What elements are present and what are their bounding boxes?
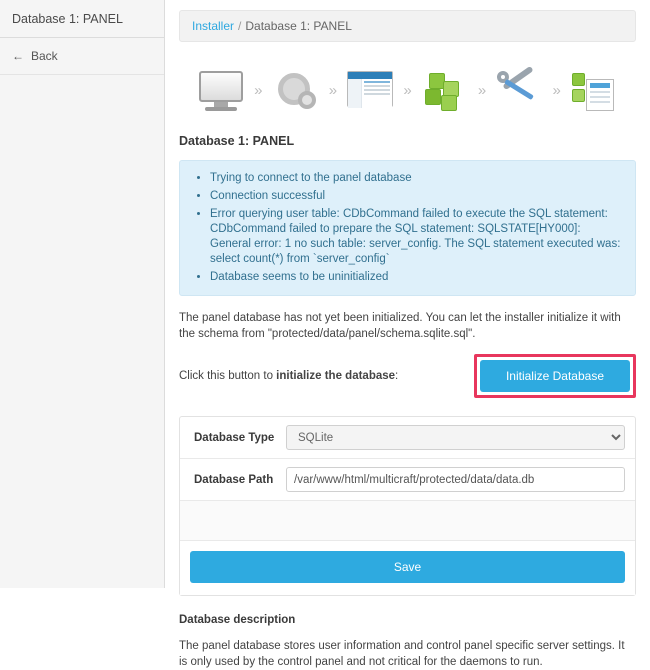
database-settings-form bbox=[179, 416, 636, 596]
chevron-right-icon: » bbox=[552, 81, 561, 99]
status-message-list bbox=[190, 171, 623, 285]
initialize-button-highlight bbox=[474, 354, 636, 398]
intro-paragraph: The panel database has not yet been initialized. You can let the installer initialize it with the schema from "protected/data/panel/schema.sqlite.sql". bbox=[179, 312, 621, 340]
database-type-field bbox=[286, 425, 625, 450]
chevron-right-icon: » bbox=[403, 81, 412, 99]
form-row-database-path bbox=[180, 459, 635, 501]
initialize-database-button[interactable]: Initialize Database bbox=[480, 360, 630, 392]
database-description-title: Database description bbox=[179, 614, 296, 626]
chevron-right-icon: » bbox=[477, 81, 487, 99]
form-row-spacer bbox=[180, 501, 635, 541]
sidebar-back-label: Back bbox=[31, 49, 58, 63]
chevron-right-icon: » bbox=[254, 81, 263, 99]
database-path-label: Database Path bbox=[194, 473, 274, 486]
status-message-box bbox=[179, 160, 636, 296]
breadcrumb-separator: / bbox=[238, 19, 242, 33]
sidebar bbox=[0, 0, 165, 588]
content-area bbox=[165, 0, 650, 670]
form-row-save bbox=[180, 541, 635, 595]
database-type-label: Database Type bbox=[194, 431, 275, 444]
gear-icon bbox=[272, 63, 320, 117]
breadcrumb-link-installer[interactable]: Installer bbox=[192, 19, 235, 33]
page-title: Database 1: PANEL bbox=[179, 134, 295, 148]
database-path-input[interactable] bbox=[286, 467, 625, 492]
installer-steps-graphic bbox=[179, 56, 636, 130]
database-description-text: The panel database stores user information and control panel specific server settings. It is only used by the control panel and not critical for the daemons to run. bbox=[179, 640, 625, 668]
database-type-select[interactable] bbox=[286, 425, 625, 450]
sidebar-back-button[interactable] bbox=[0, 38, 164, 75]
chevron-right-icon: » bbox=[328, 81, 338, 99]
list-item: • Connection successful bbox=[210, 189, 623, 204]
initialize-instruction-suffix: : bbox=[395, 370, 399, 382]
initialize-instruction-bold: initialize the database bbox=[276, 370, 396, 382]
form-row-database-type bbox=[180, 417, 635, 459]
breadcrumb-current: Database 1: PANEL bbox=[245, 19, 352, 33]
list-item: • Trying to connect to the panel database bbox=[210, 171, 623, 186]
save-button[interactable]: Save bbox=[190, 551, 625, 583]
initialize-instruction-prefix: Click this button to bbox=[179, 370, 277, 382]
main-panel bbox=[165, 0, 650, 668]
list-item: • Database seems to be uninitialized bbox=[210, 270, 623, 285]
monitor-icon bbox=[197, 63, 245, 117]
panel-window-icon bbox=[346, 63, 394, 117]
tools-icon bbox=[495, 63, 543, 117]
cubes-icon bbox=[421, 63, 469, 117]
breadcrumb bbox=[179, 10, 636, 42]
deploy-icon bbox=[570, 63, 618, 117]
arrow-left-icon: ← bbox=[12, 49, 24, 63]
initialize-row bbox=[179, 354, 636, 398]
database-path-field bbox=[286, 467, 625, 492]
list-item: • Error querying user table: CDbCommand failed to execute the SQL statement: CDbCommand failed to prepare the SQL statement: SQLSTATE[HY000]: General error: 1 no such table: server_config. The SQL statement executed was: select count(*) from `server_config` bbox=[210, 207, 623, 267]
initialize-instruction bbox=[179, 370, 398, 382]
sidebar-title: Database 1: PANEL bbox=[0, 0, 164, 38]
